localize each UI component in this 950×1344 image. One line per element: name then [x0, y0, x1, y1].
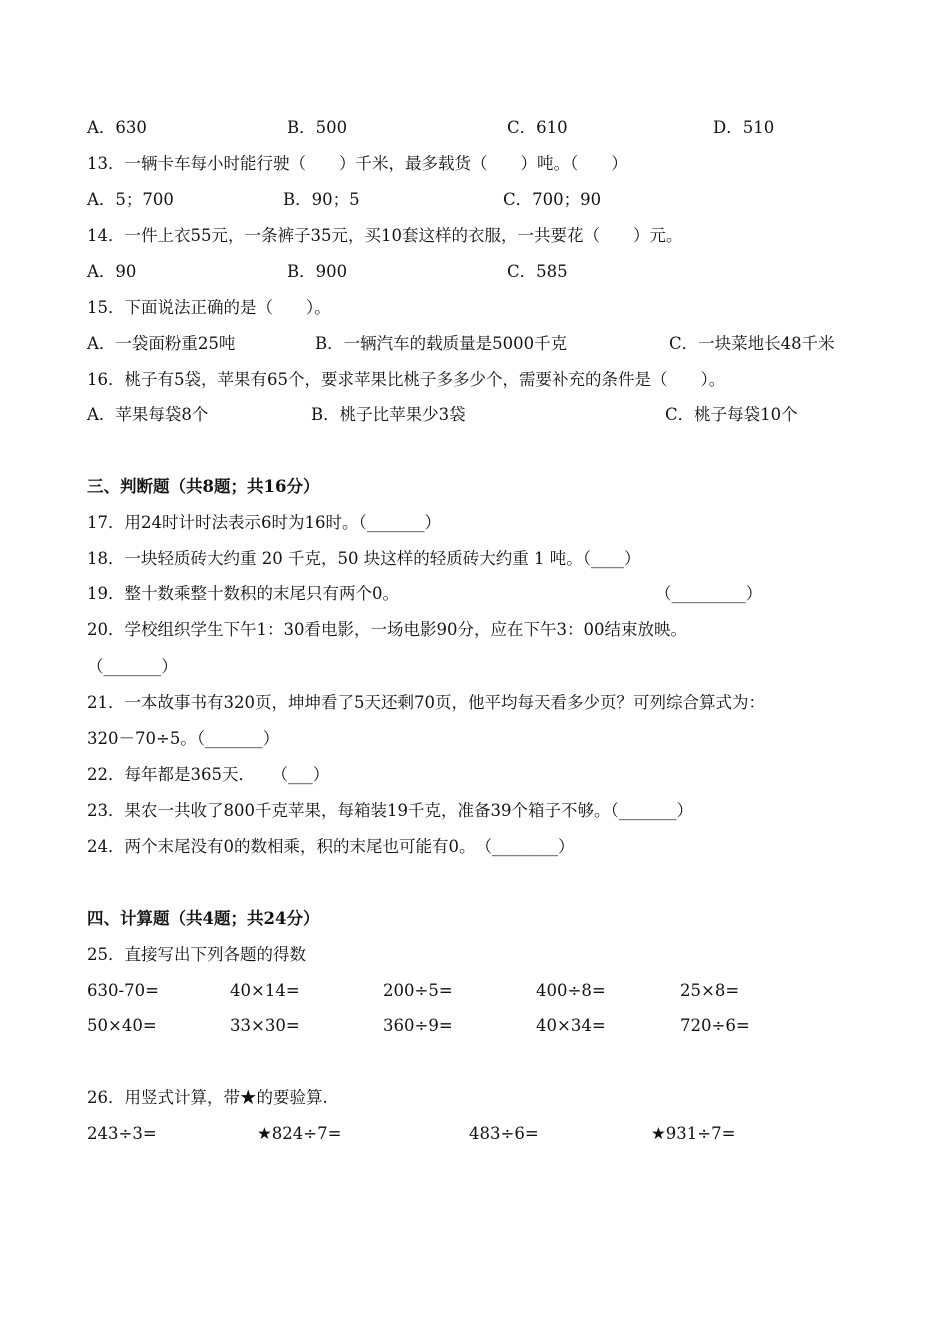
q14-stem: 14．一件上衣55元，一条裤子35元，买10套这样的衣服，一共要花（ ）元。	[87, 226, 683, 245]
q20-stem: 20．学校组织学生下午1：30看电影，一场电影90分，应在下午3：00结束放映。	[87, 620, 687, 639]
q15-option-c: C．一块菜地长48千米	[669, 334, 835, 353]
q26-stem: 26．用竖式计算，带★的要验算.	[87, 1088, 328, 1107]
q14-option-a: A．90	[87, 262, 137, 281]
q17: 17．用24时计时法表示6时为16时。（_______）	[87, 513, 441, 532]
q25-item: 25×8=	[680, 981, 740, 1000]
q25-item: 360÷9=	[383, 1016, 453, 1035]
q18: 18．一块轻质砖大约重 20 千克，50 块这样的轻质砖大约重 1 吨。（____）	[87, 549, 641, 568]
q25-item: 33×30=	[230, 1016, 300, 1035]
section3-title: 三、判断题（共8题；共16分）	[87, 477, 320, 496]
q16-option-a: A．苹果每袋8个	[87, 405, 209, 424]
q14-option-b: B．900	[287, 262, 348, 281]
q24: 24．两个末尾没有0的数相乘，积的末尾也可能有0。 （________）	[87, 837, 575, 856]
q23: 23．果农一共收了800千克苹果，每箱装19千克，准备39个箱子不够。（_______）	[87, 801, 693, 820]
q14-option-c: C．585	[507, 262, 568, 281]
q16-stem: 16．桃子有5袋，苹果有65个，要求苹果比桃子多多少个，需要补充的条件是（ ）。	[87, 370, 726, 389]
q13-stem: 13．一辆卡车每小时能行驶（ ）千米，最多载货（ ）吨。（ ）	[87, 154, 628, 173]
q26-item: ★931÷7=	[651, 1124, 736, 1143]
q12-option-c: C．610	[507, 118, 568, 137]
q25-item: 40×14=	[230, 981, 300, 1000]
q26-item: ★824÷7=	[257, 1124, 342, 1143]
q26-item: 243÷3=	[87, 1124, 157, 1143]
section4-title: 四、计算题（共4题；共24分）	[87, 909, 320, 928]
q12-option-d: D．510	[713, 118, 775, 137]
q20-blank: （_______）	[87, 657, 178, 676]
q16-option-c: C．桃子每袋10个	[665, 405, 798, 424]
q26-item: 483÷6=	[469, 1124, 539, 1143]
q22: 22．每年都是365天． （___）	[87, 765, 330, 784]
q13-option-a: A．5；700	[87, 190, 174, 209]
q25-item: 50×40=	[87, 1016, 157, 1035]
q15-stem: 15．下面说法正确的是（ ）。	[87, 298, 331, 317]
q12-option-b: B．500	[287, 118, 348, 137]
q25-stem: 25．直接写出下列各题的得数	[87, 945, 306, 964]
q25-item: 720÷6=	[680, 1016, 750, 1035]
q15-option-b: B．一辆汽车的载质量是5000千克	[315, 334, 568, 353]
q25-item: 400÷8=	[536, 981, 606, 1000]
q25-item: 40×34=	[536, 1016, 606, 1035]
q13-option-b: B．90；5	[283, 190, 360, 209]
q12-option-a: A．630	[87, 118, 147, 137]
q16-option-b: B．桃子比苹果少3袋	[311, 405, 466, 424]
q19-blank: （_________）	[655, 584, 763, 603]
q21-line1: 21．一本故事书有320页，坤坤看了5天还剩70页，他平均每天看多少页？可列综合算式为：	[87, 693, 765, 712]
q25-item: 630-70=	[87, 981, 159, 1000]
q13-option-c: C．700；90	[503, 190, 602, 209]
q25-item: 200÷5=	[383, 981, 453, 1000]
q19-stem: 19．整十数乘整十数积的末尾只有两个0。	[87, 584, 399, 603]
q15-option-a: A．一袋面粉重25吨	[87, 334, 236, 353]
q21-line2: 320－70÷5。（_______）	[87, 729, 280, 748]
